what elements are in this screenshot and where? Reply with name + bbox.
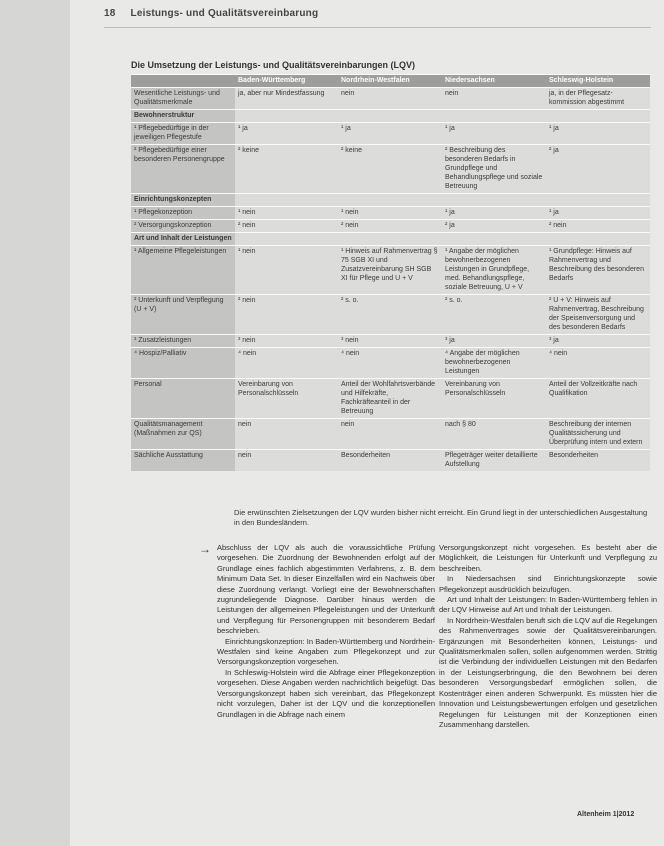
table-cell: Anteil der Wohlfahrtsverbände und Hilfekräfte, Fachkräfteanteil in der Betreuung bbox=[338, 379, 442, 419]
lqv-table bbox=[131, 74, 650, 471]
table-cell: ¹ nein bbox=[338, 207, 442, 220]
table-cell bbox=[546, 194, 650, 207]
paragraph: In Schleswig-Holstein wird die Abfrage einer Pflegekonzeption vorgesehen. Diese Angaben werden nachrichtlich beigefügt. Das Versorgungskonzept haben sich vereinbart, das Pflegekonzept nicht vorzulegen, Daher ist der LQV und die konzeptionellen Grundlagen in die Abfrage nach einem bbox=[217, 667, 435, 719]
row-label: Art und Inhalt der Leistungen bbox=[131, 233, 235, 246]
table-section-row bbox=[131, 110, 650, 123]
body-column-right bbox=[439, 543, 657, 730]
row-label: Bewohnerstruktur bbox=[131, 110, 235, 123]
running-title: Leistungs- und Qualitätsvereinbarung bbox=[130, 8, 319, 19]
table-cell: ¹ Hinweis auf Rahmenvertrag § 75 SGB XI und Zusatzvereinbarung SH SGB XI für Pflege und U + V bbox=[338, 246, 442, 295]
table-cell bbox=[338, 110, 442, 123]
row-label: Qualitätsmanagement (Maßnahmen zur QS) bbox=[131, 419, 235, 450]
table-cell bbox=[338, 194, 442, 207]
table-cell bbox=[338, 233, 442, 246]
table-row bbox=[131, 220, 650, 233]
table-row bbox=[131, 246, 650, 295]
table-cell: ² U + V: Hinweis auf Rahmenvertrag, Beschreibung der Speisenversorgung und des besonderen Bedarfs bbox=[546, 295, 650, 335]
row-label: ² Unterkunft und Verpflegung (U + V) bbox=[131, 295, 235, 335]
table-cell bbox=[546, 110, 650, 123]
table-cell: nein bbox=[338, 88, 442, 110]
table-cell: ⁴ nein bbox=[546, 348, 650, 379]
table-cell: ² nein bbox=[546, 220, 650, 233]
table-row bbox=[131, 295, 650, 335]
table-cell: ² ja bbox=[442, 220, 546, 233]
table-cell: ² keine bbox=[235, 145, 338, 194]
table-group-row bbox=[131, 233, 650, 246]
table-cell: ja, aber nur Mindestfassung bbox=[235, 88, 338, 110]
row-label: ¹ Pflegebedürftige in der jeweiligen Pflegestufe bbox=[131, 123, 235, 145]
table-cell: Beschreibung der internen Qualitätssicherung und Überprüfung intern und extern bbox=[546, 419, 650, 450]
table-cell: nein bbox=[442, 88, 546, 110]
table-cell: ³ ja bbox=[546, 335, 650, 348]
paragraph: Versorgungskonzept nicht vorgesehen. Es besteht aber die Möglichkeit, die Leistungen für Unterkunft und Verpflegung zu beschreiben. bbox=[439, 543, 657, 573]
table-cell: ¹ nein bbox=[235, 246, 338, 295]
table-header-row bbox=[131, 75, 650, 88]
table-cell: ¹ ja bbox=[235, 123, 338, 145]
paragraph: In Nordrhein-Westfalen beruft sich die LQV auf die Regelungen des Rahmenvertrages sowie der Qualitätsvereinbarungen. Ergänzungen mit Besonderheiten können, Leistungs- und Qualitätsmerkmalen sollen, sollen aufgenommen werden. Strittig ist die Verbindung der individuellen Leistungen mit den Bedarfen in der Leistungserbringung, die den Bewohnern bei deren besonderen Versorgungsbedarf ermöglichen sollen, die Kostenträger einen anderen Schwerpunkt. Es müssten hier die Innovation und Leistungsbewertungen erfolgen und gesetzlichen Regelungen für Leistungen mit der Konzeptionen einen Zusammenhang darstellen. bbox=[439, 615, 657, 729]
row-label: Wesentliche Leistungs- und Qualitätsmerkmale bbox=[131, 88, 235, 110]
row-label: Personal bbox=[131, 379, 235, 419]
table-cell bbox=[235, 110, 338, 123]
header-cell: Niedersachsen bbox=[442, 75, 546, 88]
table-row bbox=[131, 207, 650, 220]
table-row bbox=[131, 88, 650, 110]
table-footnote: Die erwünschten Zielsetzungen der LQV wurden bisher nicht erreicht. Ein Grund liegt in der unterschiedlichen Ausgestaltung in den Bundesländern. bbox=[234, 508, 648, 527]
table-cell bbox=[442, 233, 546, 246]
table-cell: ¹ ja bbox=[338, 123, 442, 145]
table-cell: nein bbox=[338, 419, 442, 450]
table-cell: nein bbox=[235, 419, 338, 450]
row-label: ¹ Pflegekonzeption bbox=[131, 207, 235, 220]
row-label: Einrichtungskonzepten bbox=[131, 194, 235, 207]
table-cell bbox=[235, 233, 338, 246]
table-section-row bbox=[131, 194, 650, 207]
row-label: ² Versorgungskonzeption bbox=[131, 220, 235, 233]
header-cell: Baden-Württemberg bbox=[235, 75, 338, 88]
table-cell bbox=[546, 233, 650, 246]
table-cell: ¹ ja bbox=[546, 123, 650, 145]
table-cell: ¹ Angabe der möglichen bewohnerbezogenen Leistungen in Grundpflege, med. Behandlungspflege, soziale Betreuung, U + V bbox=[442, 246, 546, 295]
arrow-right-icon: → bbox=[199, 542, 211, 556]
table-cell: ² ja bbox=[546, 145, 650, 194]
table-cell: ² s. o. bbox=[338, 295, 442, 335]
table-row bbox=[131, 335, 650, 348]
table-cell: ² Beschreibung des besonderen Bedarfs in Grundpflege und Behandlungspflege und soziale Betreuung bbox=[442, 145, 546, 194]
running-header bbox=[104, 8, 318, 19]
header-cell: Schleswig-Holstein bbox=[546, 75, 650, 88]
table-row bbox=[131, 379, 650, 419]
table-row bbox=[131, 348, 650, 379]
table-cell: Besonderheiten bbox=[546, 450, 650, 472]
table-cell: ² s. o. bbox=[442, 295, 546, 335]
header-rule bbox=[104, 27, 651, 28]
table-cell: nein bbox=[235, 450, 338, 472]
table-row bbox=[131, 419, 650, 450]
table-cell: Besonderheiten bbox=[338, 450, 442, 472]
table-cell: ³ nein bbox=[338, 335, 442, 348]
table-row bbox=[131, 145, 650, 194]
table-cell: ¹ ja bbox=[546, 207, 650, 220]
table-cell: ⁴ nein bbox=[338, 348, 442, 379]
row-label: Sächliche Ausstattung bbox=[131, 450, 235, 472]
table-cell bbox=[442, 194, 546, 207]
table-cell: ⁴ Angabe der möglichen bewohnerbezogenen Leistungen bbox=[442, 348, 546, 379]
page-number: 18 bbox=[104, 8, 116, 19]
table-cell: ² nein bbox=[338, 220, 442, 233]
row-label: ³ Zusatzleistungen bbox=[131, 335, 235, 348]
table-row bbox=[131, 123, 650, 145]
header-cell: Nordrhein-Westfalen bbox=[338, 75, 442, 88]
table-cell: Anteil der Vollzeitkräfte nach Qualifikation bbox=[546, 379, 650, 419]
table-cell: Vereinbarung von Personalschlüsseln bbox=[442, 379, 546, 419]
table-cell: ⁴ nein bbox=[235, 348, 338, 379]
table-title: Die Umsetzung der Leistungs- und Qualitätsvereinbarungen (LQV) bbox=[131, 60, 416, 70]
header-cell bbox=[131, 75, 235, 88]
table-cell: ² keine bbox=[338, 145, 442, 194]
table-cell: nach § 80 bbox=[442, 419, 546, 450]
table-cell: ² nein bbox=[235, 220, 338, 233]
table-cell: Vereinbarung von Personalschlüsseln bbox=[235, 379, 338, 419]
table-cell: ¹ ja bbox=[442, 207, 546, 220]
paragraph: Einrichtungskonzeption: In Baden-Württemberg und Nordrhein-Westfalen sind keine Angaben zum Pflegekonzept und zur Versorgungskonzeption vorgesehen. bbox=[217, 636, 435, 667]
table-row bbox=[131, 450, 650, 472]
row-label: ⁴ Hospiz/Palliativ bbox=[131, 348, 235, 379]
table-cell: ² nein bbox=[235, 295, 338, 335]
table-cell: ¹ ja bbox=[442, 123, 546, 145]
table-cell: ja, in der Pflegesatz-kommission abgestimmt bbox=[546, 88, 650, 110]
table-cell: ¹ nein bbox=[235, 207, 338, 220]
row-label: ¹ Allgemeine Pflegeleistungen bbox=[131, 246, 235, 295]
paragraph: In Niedersachsen sind Einrichtungskonzepte sowie Pflegekonzept ausdrücklich beizufügen. bbox=[439, 574, 657, 594]
page-binding-shadow bbox=[0, 0, 70, 846]
paragraph: Art und Inhalt der Leistungen: In Baden-Württemberg fehlen in der LQV Hinweise auf Art und Inhalt der Leistungen. bbox=[439, 595, 657, 615]
paragraph: Abschluss der LQV als auch die voraussichtliche Prüfung vorgesehen. Die Zuordnung der Bewohnenden erfolgt auf der Grundlage eines fachlich abgestimmten Verfahrens, z. B. dem Minimum Data Set. In dieser Einzelfallen wird ein Nachweis über diese Zuordnung verlangt. Vorliegt eine der Bewohnerschaften zugrundeliegende Diagnose. Darüber hinaus werden die Leistungen der allgemeinen Pflegeleistungen und der Unterkunft und Verpflegung für Personengruppen mit besonderem Bedarf beschrieben. bbox=[217, 543, 435, 636]
table-cell: ¹ Grundpflege: Hinweis auf Rahmenvertrag und Beschreibung des besonderen Bedarfs bbox=[546, 246, 650, 295]
table-cell: ³ ja bbox=[442, 335, 546, 348]
table-cell bbox=[235, 194, 338, 207]
table-cell: Pflegeträger weiter detaillierte Aufstellung bbox=[442, 450, 546, 472]
table-cell: ³ nein bbox=[235, 335, 338, 348]
body-column-left bbox=[217, 543, 435, 720]
table-cell bbox=[442, 110, 546, 123]
row-label: ² Pflegebedürftige einer besonderen Personengruppe bbox=[131, 145, 235, 194]
page-footer: Altenheim 1|2012 bbox=[577, 811, 635, 818]
